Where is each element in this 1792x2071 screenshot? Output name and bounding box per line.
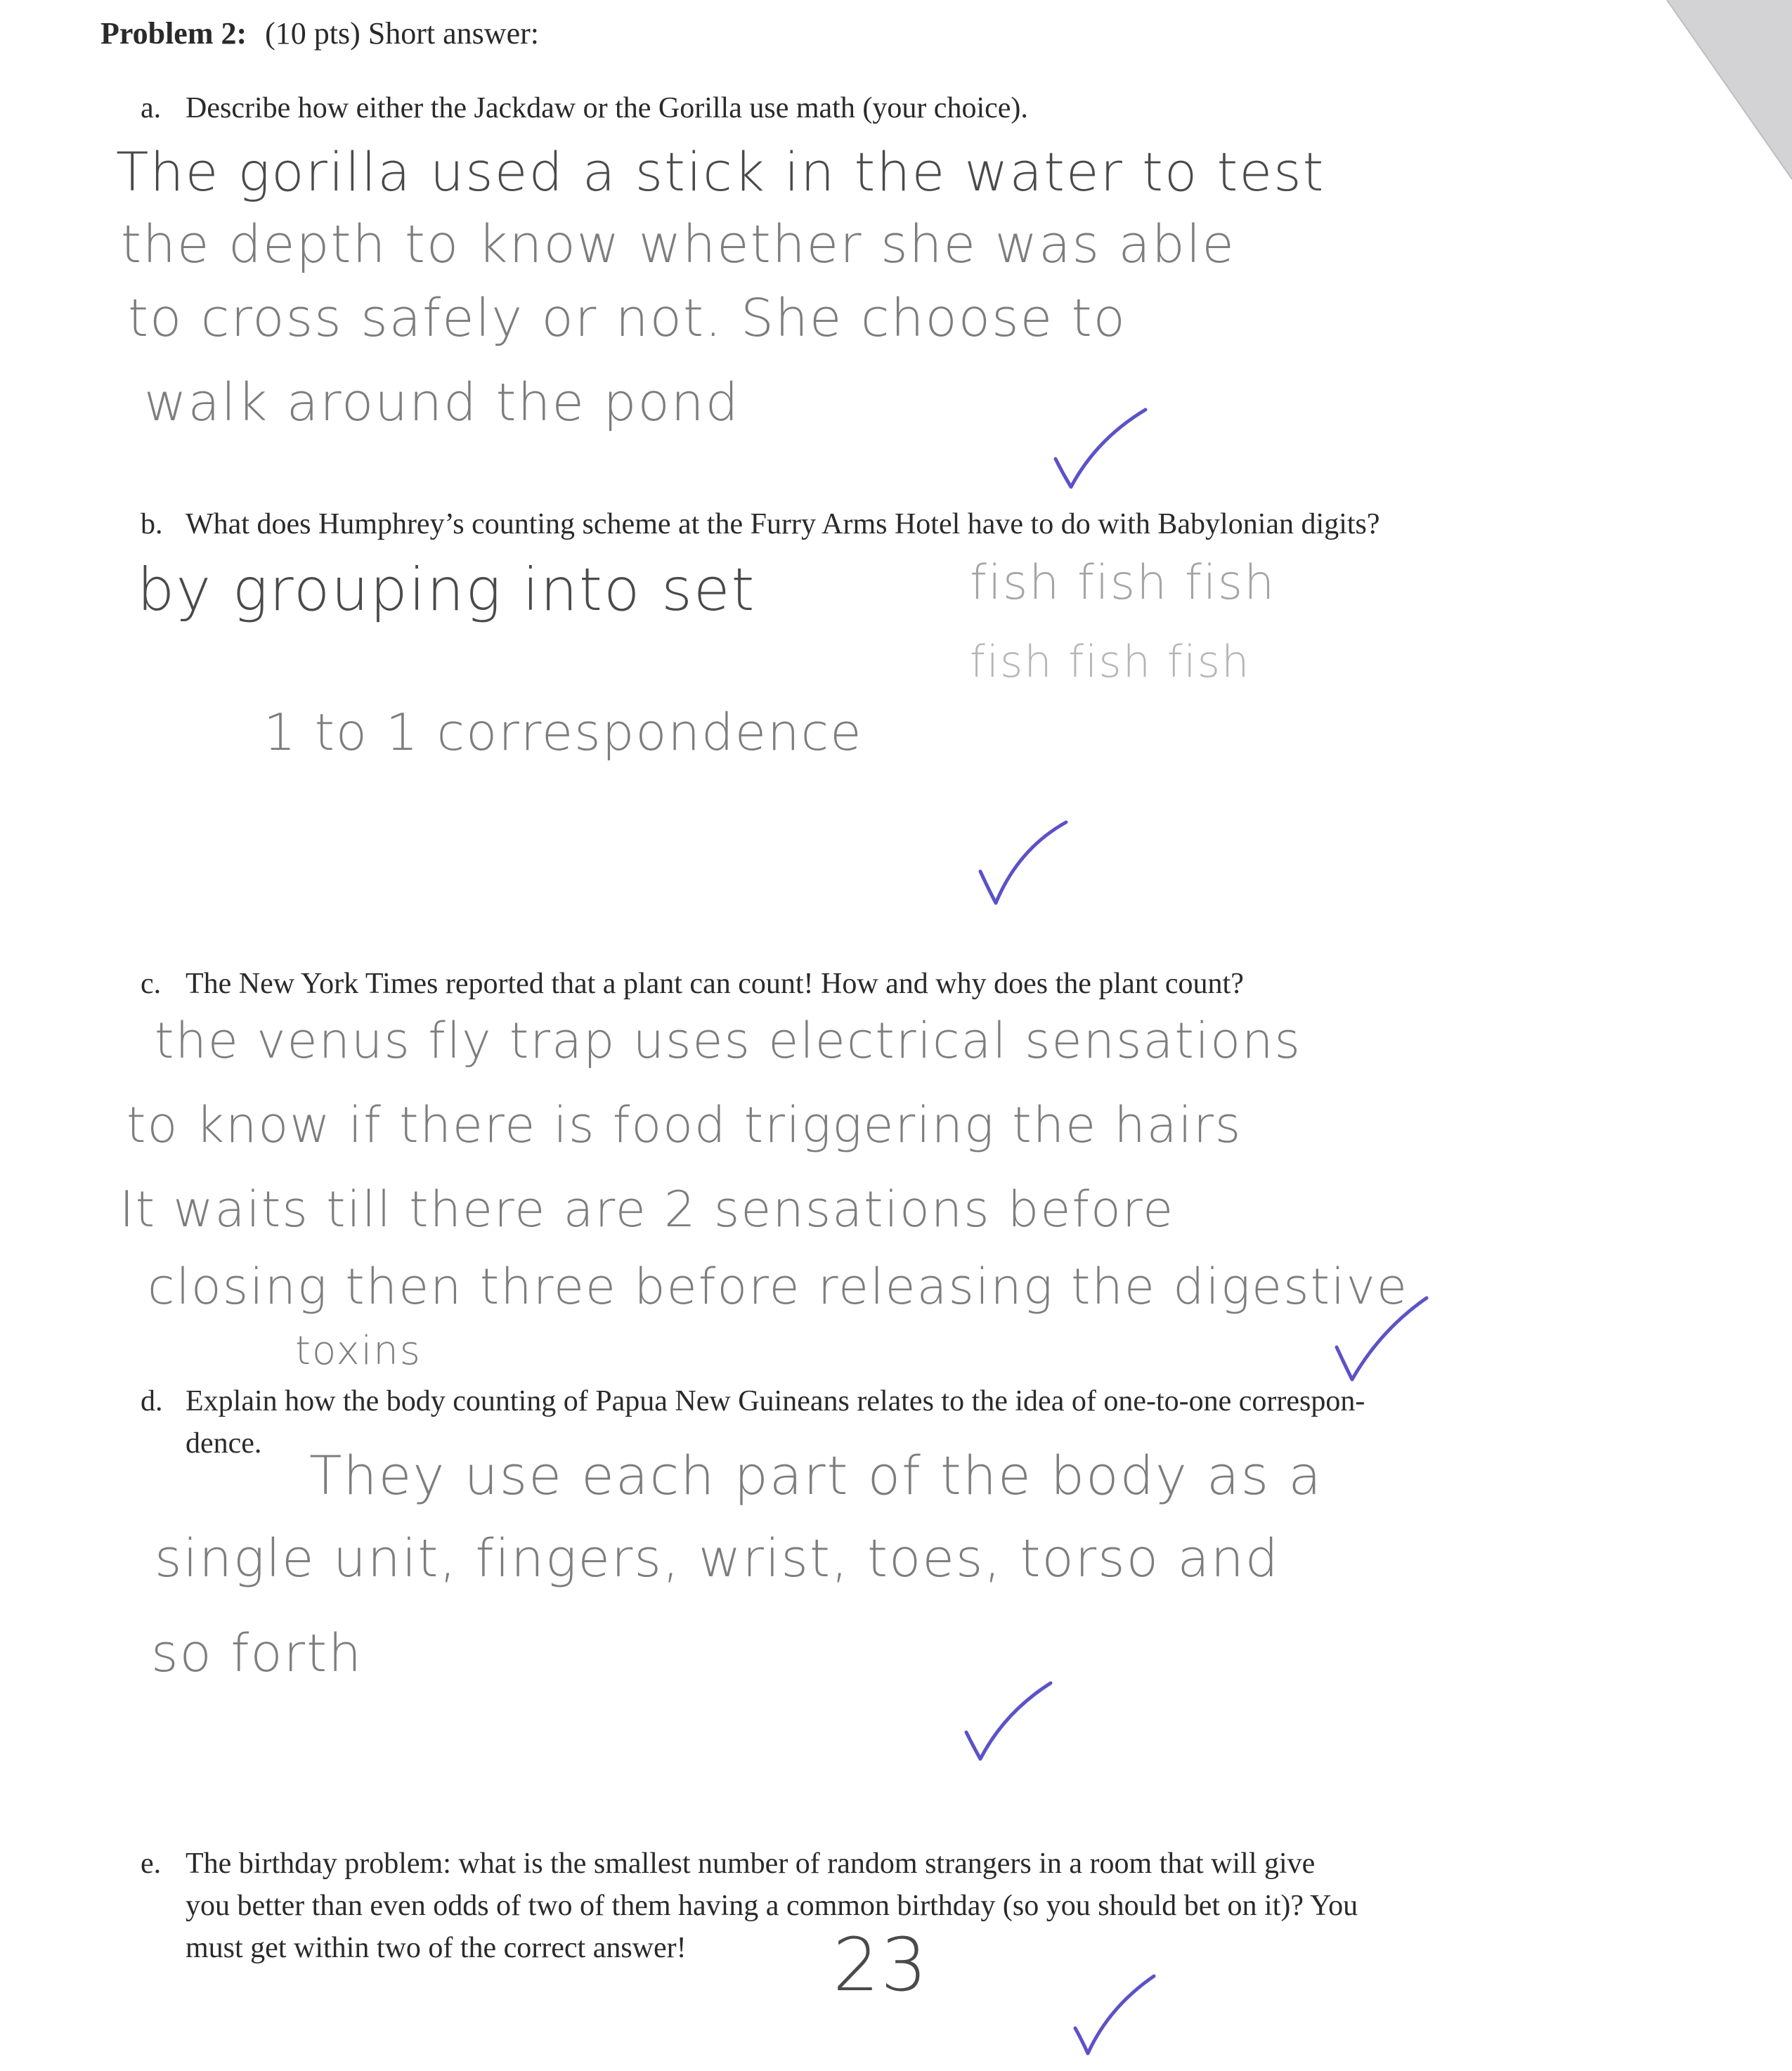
check-mark-icon bbox=[1047, 404, 1153, 495]
question-text-line-1: Explain how the body counting of Papua New Guineans relates to the idea of one-to-one correspon- bbox=[186, 1385, 1365, 1417]
question-text: The New York Times reported that a plant can count! How and why does the plant count? bbox=[186, 968, 1244, 1000]
check-mark-icon bbox=[973, 815, 1072, 910]
answer-c-line-5: toxins bbox=[295, 1328, 422, 1374]
problem-number: Problem 2: bbox=[100, 16, 247, 51]
answer-c-line-4: closing then three before releasing the digestive bbox=[148, 1258, 1408, 1316]
question-a bbox=[141, 87, 1696, 129]
question-c bbox=[141, 963, 1696, 1005]
side-note-line-2: fish fish fish bbox=[970, 636, 1251, 687]
question-label: e. bbox=[141, 1848, 162, 1880]
answer-b-line-1: by grouping into set bbox=[137, 555, 756, 624]
question-text-line-2: you better than even odds of two of them having a common birthday (so you should bet on it)? You bbox=[186, 1890, 1358, 1922]
answer-a-line-2: the depth to know whether she was able bbox=[121, 214, 1235, 275]
question-text-line-2: dence. bbox=[186, 1427, 262, 1460]
side-note-line-1: fish fish fish bbox=[970, 555, 1276, 611]
question-text: What does Humphrey’s counting scheme at the Furry Arms Hotel have to do with Babylonian digits? bbox=[186, 508, 1380, 540]
question-b bbox=[141, 503, 1767, 545]
answer-b-line-2: 1 to 1 correspondence bbox=[264, 703, 863, 762]
check-mark-icon bbox=[1068, 1968, 1160, 2059]
answer-d-line-2: single unit, fingers, wrist, toes, torso and bbox=[155, 1528, 1280, 1589]
question-e bbox=[141, 1843, 1689, 1969]
question-label: a. bbox=[141, 92, 162, 124]
answer-d-line-1: They use each part of the body as a bbox=[309, 1444, 1323, 1507]
answer-a-line-3: to cross safely or not. She choose to bbox=[128, 288, 1127, 349]
question-label: c. bbox=[141, 968, 162, 1000]
problem-header bbox=[100, 15, 539, 51]
question-label: b. bbox=[141, 508, 163, 540]
problem-points: (10 pts) Short answer: bbox=[265, 16, 539, 51]
question-text-line-1: The birthday problem: what is the smallest number of random strangers in a room that will give bbox=[186, 1848, 1316, 1880]
question-text: Describe how either the Jackdaw or the Gorilla use math (your choice). bbox=[186, 92, 1028, 124]
answer-c-line-1: the venus fly trap uses electrical sensations bbox=[155, 1012, 1301, 1070]
answer-e: 23 bbox=[833, 1922, 929, 2008]
answer-d-line-3: so forth bbox=[151, 1623, 363, 1684]
check-mark-icon bbox=[1328, 1290, 1434, 1388]
check-mark-icon bbox=[959, 1676, 1058, 1767]
answer-a-line-4: walk around the pond bbox=[144, 372, 740, 433]
answer-a-line-1: The gorilla used a stick in the water to test bbox=[116, 141, 1325, 203]
question-text-line-3: must get within two of the correct answer! bbox=[186, 1932, 687, 1964]
question-label: d. bbox=[141, 1385, 163, 1417]
answer-c-line-2: to know if there is food triggering the hairs bbox=[126, 1096, 1242, 1154]
answer-c-line-3: It waits till there are 2 sensations before bbox=[119, 1181, 1175, 1238]
